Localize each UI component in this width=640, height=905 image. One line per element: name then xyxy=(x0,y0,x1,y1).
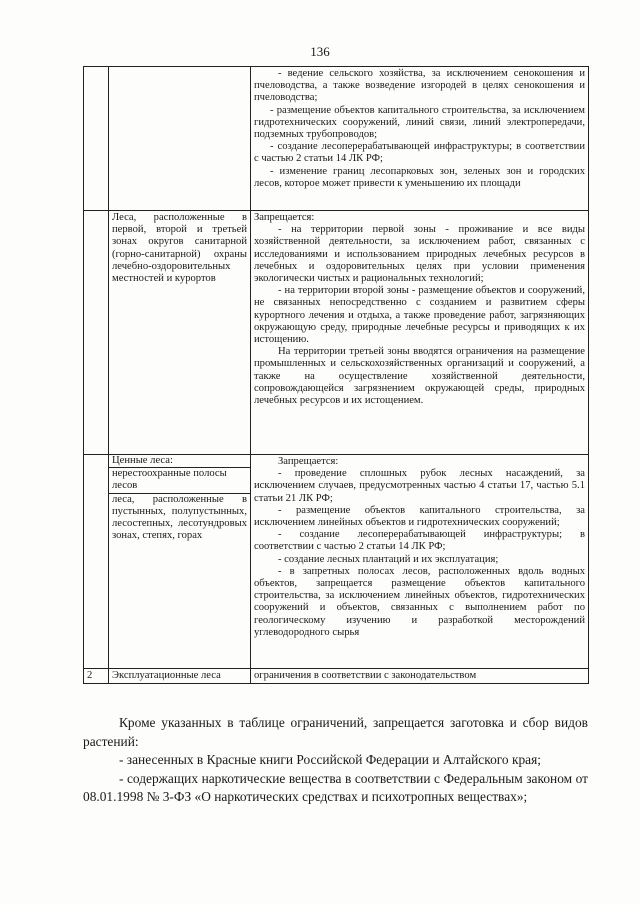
category-cell: Леса, расположенные в первой, второй и третьей зонах округов санитарной (горно-санитарной) охраны лечебно-оздоровительных местностей и курортов xyxy=(109,211,251,455)
restrictions-table xyxy=(83,66,589,684)
paragraph: Кроме указанных в таблице ограничений, запрещается заготовка и сбор видов растений: xyxy=(83,715,588,749)
category-cell xyxy=(109,455,251,669)
body-text xyxy=(83,714,588,807)
row-number-cell xyxy=(84,67,109,211)
category-cell xyxy=(109,67,251,211)
restriction-item: - на территории второй зоны - размещение объектов и сооружений, не связанных непосредственно с созданием и развитием сферы курортного лечения и отдыха, а также проведение работ, загрязняющих окружающую среду, природные лечебные ресурсы и приводящих к их истощению. xyxy=(254,285,585,346)
row-number-cell: 2 xyxy=(84,669,109,684)
restriction-item: - на территории первой зоны - проживание и все виды хозяйственной деятельности, за исключением работ, связанных с исследованиями и использованием природных лечебных ресурсов в лечебных и оздоровительных целях при условии применения экологически чистых и рациональных технологий; xyxy=(254,224,585,285)
table-row xyxy=(84,455,589,669)
table-row xyxy=(84,669,589,684)
category-cell: Эксплуатационные леса xyxy=(109,669,251,684)
restriction-item: - ведение сельского хозяйства, за исключением сенокошения и пчеловодства, а также возведение изгородей в целях сенокошения и пчеловодства; xyxy=(254,68,585,104)
row-number-cell xyxy=(84,455,109,669)
paragraph: - занесенных в Красные книги Российской Федерации и Алтайского края; xyxy=(119,752,541,768)
restriction-item: - в запретных полосах лесов, расположенных вдоль водных объектов, запрещается размещение объектов капитального строительства, за исключением линейных объектов, гидротехнических сооружений и объектов, связанных с выполнением работ по геологическому изучению и разработкой месторождений углеводородного сырья xyxy=(254,565,585,638)
table-row xyxy=(84,67,589,211)
page-number: 136 xyxy=(310,44,330,59)
restriction-item: - размещение объектов капитального строительства, за исключением гидротехнических сооружений, линий связи, линий электропередачи, подземных трубопроводов; xyxy=(254,104,585,141)
paragraph: - содержащих наркотические вещества в соответствии с Федеральным законом от 08.01.1998 № 3-ФЗ «О наркотических средствах и психотропных веществах»; xyxy=(83,770,588,805)
restriction-item: - изменение границ лесопарковых зон, зеленых зон и городских лесов, которое может привести к уменьшению их площади xyxy=(254,165,585,189)
category-subitem: нерестоохранные полосы лесов xyxy=(109,467,250,492)
restriction-item: - создание лесоперерабатывающей инфраструктуры; в соответствии с частью 2 статьи 14 ЛК РФ; xyxy=(254,529,585,553)
category-header: Ценные леса: xyxy=(112,455,173,466)
category-subitem: леса, расположенные в пустынных, полупустынных, лесостепных, лесотундровых зонах, степях, горах xyxy=(109,493,250,543)
table-row xyxy=(84,211,589,455)
restriction-item: - проведение сплошных рубок лесных насаждений, за исключением случаев, предусмотренных частью 4 статьи 17, частью 5.1 статьи 21 ЛК РФ; xyxy=(254,468,585,504)
restrictions-cell xyxy=(251,67,589,211)
restriction-heading: Запрещается: xyxy=(278,456,339,467)
restrictions-cell xyxy=(251,455,589,669)
row-number-cell xyxy=(84,211,109,455)
restriction-item: На территории третьей зоны вводятся ограничения на размещение промышленных и сельскохозяйственных организаций и сооружений, а также на осуществление хозяйственной деятельности, сопровождающейся загрязнением окружающей среды, природных лечебных ресурсов и их истощением. xyxy=(254,346,585,407)
restriction-heading: Запрещается: xyxy=(254,212,315,223)
restrictions-cell: ограничения в соответствии с законодательством xyxy=(251,669,589,684)
restrictions-cell xyxy=(251,211,589,455)
restriction-item: - размещение объектов капитального строительства, за исключением линейных объектов и гидротехнических сооружений; xyxy=(254,504,585,529)
restriction-item: - создание лесоперерабатывающей инфраструктуры; в соответствии с частью 2 статьи 14 ЛК РФ; xyxy=(254,141,585,165)
restriction-item: - создание лесных плантаций и их эксплуатация; xyxy=(278,553,499,565)
